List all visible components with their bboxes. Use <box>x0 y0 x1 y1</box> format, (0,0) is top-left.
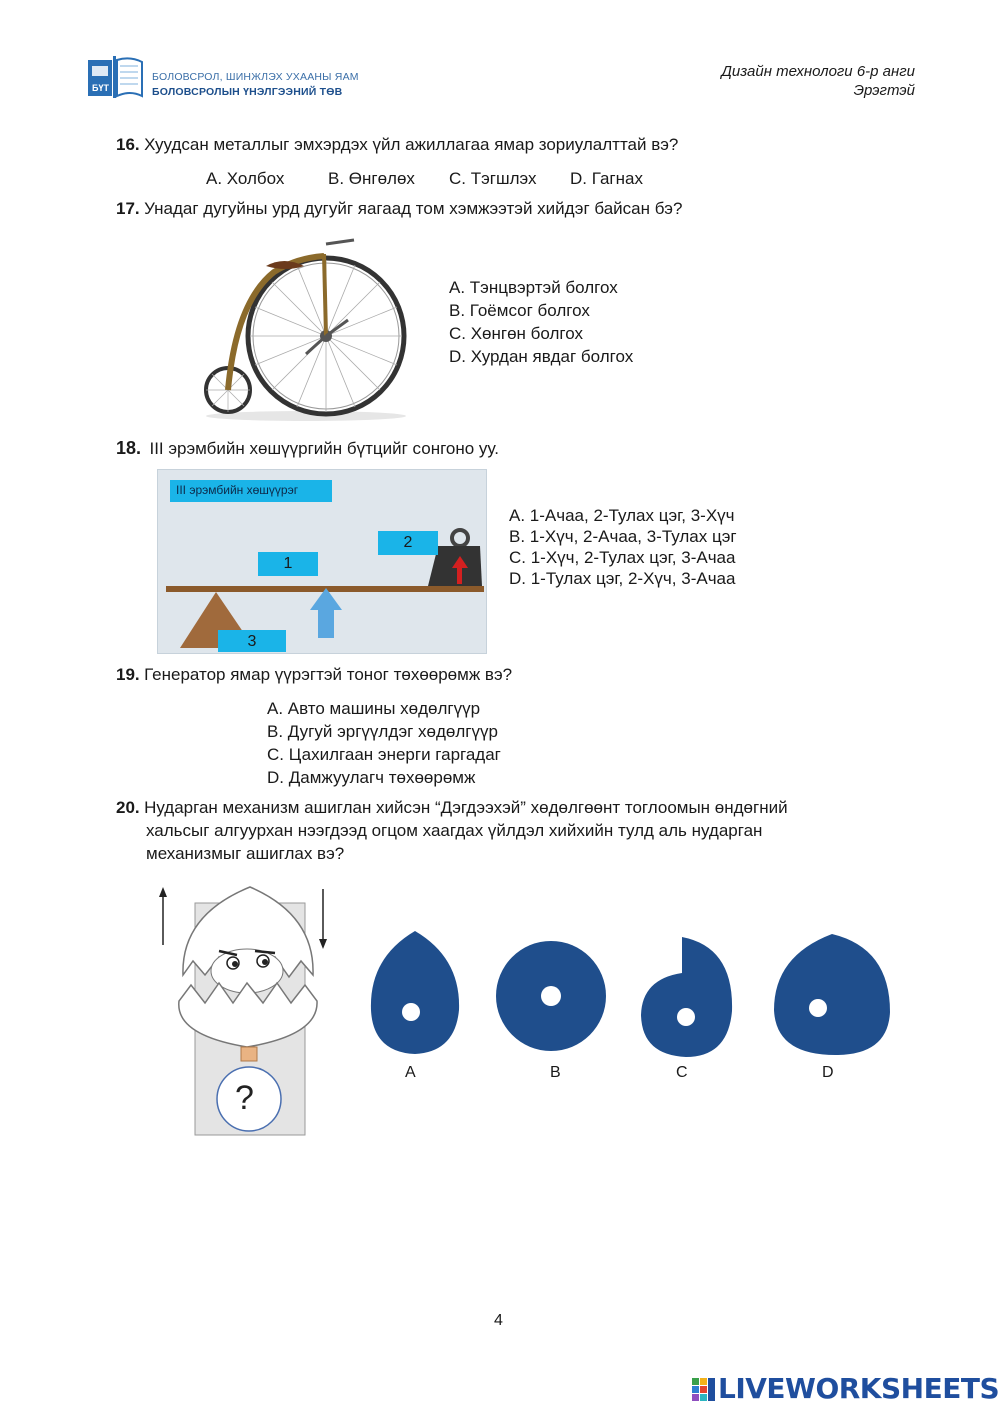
label-3-text: 3 <box>247 633 257 650</box>
cam-label-c: C <box>676 1064 688 1081</box>
question-17 <box>116 199 682 219</box>
liveworksheets-grid-icon <box>692 1378 716 1402</box>
question-20 <box>116 798 788 818</box>
question-text-line3: механизмыг ашиглах вэ? <box>146 844 345 863</box>
figure-title: III эрэмбийн хөшүүрэг <box>176 483 299 497</box>
q16-option-c[interactable]: C. Тэгшлэх <box>449 169 537 188</box>
org-line1: БОЛОВСРОЛ, ШИНЖЛЭХ УХААНЫ ЯАМ <box>152 71 359 83</box>
header-logo <box>86 54 148 100</box>
q18-option-a[interactable]: A. 1-Ачаа, 2-Тулах цэг, 3-Хүч <box>509 506 735 525</box>
cam-d-shape <box>770 930 900 1058</box>
question-text: Унадаг дугуйны урд дугуйг яагаад том хэмжээтэй хийдэг байсан бэ? <box>144 199 683 218</box>
book-logo-icon <box>86 54 148 100</box>
cam-b[interactable] <box>495 938 611 1054</box>
q18-option-d[interactable]: D. 1-Тулах цэг, 2-Хүч, 3-Ачаа <box>509 569 736 588</box>
q17-option-d[interactable]: D. Хурдан явдаг болгох <box>449 347 634 366</box>
subject-title: Дизайн технологи 6-р анги <box>721 63 915 80</box>
question-text: Хуудсан металлыг эмхэрдэх үйл ажиллагаа ямар зориулалттай вэ? <box>144 135 679 154</box>
question-16 <box>116 135 678 155</box>
question-number: 17. <box>116 199 140 218</box>
question-text: Генератор ямар үүрэгтэй тоног төхөөрөмж вэ? <box>144 665 513 684</box>
figure-title-badge <box>170 480 332 502</box>
question-number: 19. <box>116 665 140 684</box>
question-18 <box>116 438 499 459</box>
q16-option-d[interactable]: D. Гагнах <box>570 169 643 188</box>
question-number: 20. <box>116 798 140 817</box>
q16-option-a[interactable]: A. Холбох <box>206 169 285 188</box>
logo-text: БҮТ <box>92 83 109 93</box>
question-mark: ? <box>235 1079 254 1117</box>
question-number: 16. <box>116 135 140 154</box>
question-number: 18. <box>116 438 142 458</box>
q19-option-c[interactable]: C. Цахилгаан энерги гаргадаг <box>267 745 501 764</box>
q18-option-b[interactable]: B. 1-Хүч, 2-Ачаа, 3-Тулах цэг <box>509 527 737 546</box>
cam-d[interactable] <box>770 930 900 1058</box>
page-number: 4 <box>494 1312 503 1329</box>
q16-option-b[interactable]: B. Өнгөлөх <box>328 169 415 188</box>
question-19 <box>116 665 512 685</box>
question-text: III эрэмбийн хөшүүргийн бүтцийг сонгоно уу. <box>149 439 499 458</box>
cam-b-shape <box>495 938 611 1054</box>
org-line2: БОЛОВСРОЛЫН ҮНЭЛГЭЭНИЙ ТӨВ <box>152 86 343 98</box>
label-1 <box>258 552 318 576</box>
question-text-line2: хальсыг алгуурхан нээгдээд огцом хаагдах үйлдэл хийхийн тулд аль нударган <box>146 821 763 840</box>
question-text-line1: Нударган механизм ашиглан хийсэн “Дэгдээхэй” хөдөлгөөнт тоглоомын өндөгний <box>144 798 788 817</box>
q17-option-a[interactable]: A. Тэнцвэртэй болгох <box>449 278 618 297</box>
q19-option-a[interactable]: A. Авто машины хөдөлгүүр <box>267 699 481 718</box>
lever-figure <box>157 469 487 654</box>
cam-c[interactable] <box>638 933 738 1059</box>
q17-option-b[interactable]: B. Гоёмсог болгох <box>449 301 590 320</box>
up-arrow-icon <box>310 588 342 638</box>
cam-a[interactable] <box>365 928 465 1056</box>
bicycle-icon <box>196 232 412 422</box>
cam-c-shape <box>638 933 738 1059</box>
chick-toy-figure <box>155 885 335 1137</box>
label-2 <box>378 531 438 555</box>
cam-label-d: D <box>822 1064 834 1081</box>
q19-option-d[interactable]: D. Дамжуулагч төхөөрөмж <box>267 768 476 787</box>
penny-farthing-image <box>196 232 412 422</box>
label-2-text: 2 <box>403 534 413 551</box>
liveworksheets-text: LIVEWORKSHEETS <box>718 1372 1000 1405</box>
variant-title: Эрэгтэй <box>853 82 915 99</box>
q19-option-b[interactable]: B. Дугуй эргүүлдэг хөдөлгүүр <box>267 722 498 741</box>
label-3 <box>218 630 286 652</box>
cam-a-shape <box>365 928 465 1056</box>
label-1-text: 1 <box>283 555 293 572</box>
q17-option-c[interactable]: C. Хөнгөн болгох <box>449 324 583 343</box>
cam-label-b: B <box>550 1064 561 1081</box>
q18-option-c[interactable]: C. 1-Хүч, 2-Тулах цэг, 3-Ачаа <box>509 548 736 567</box>
cam-label-a: A <box>405 1064 416 1081</box>
